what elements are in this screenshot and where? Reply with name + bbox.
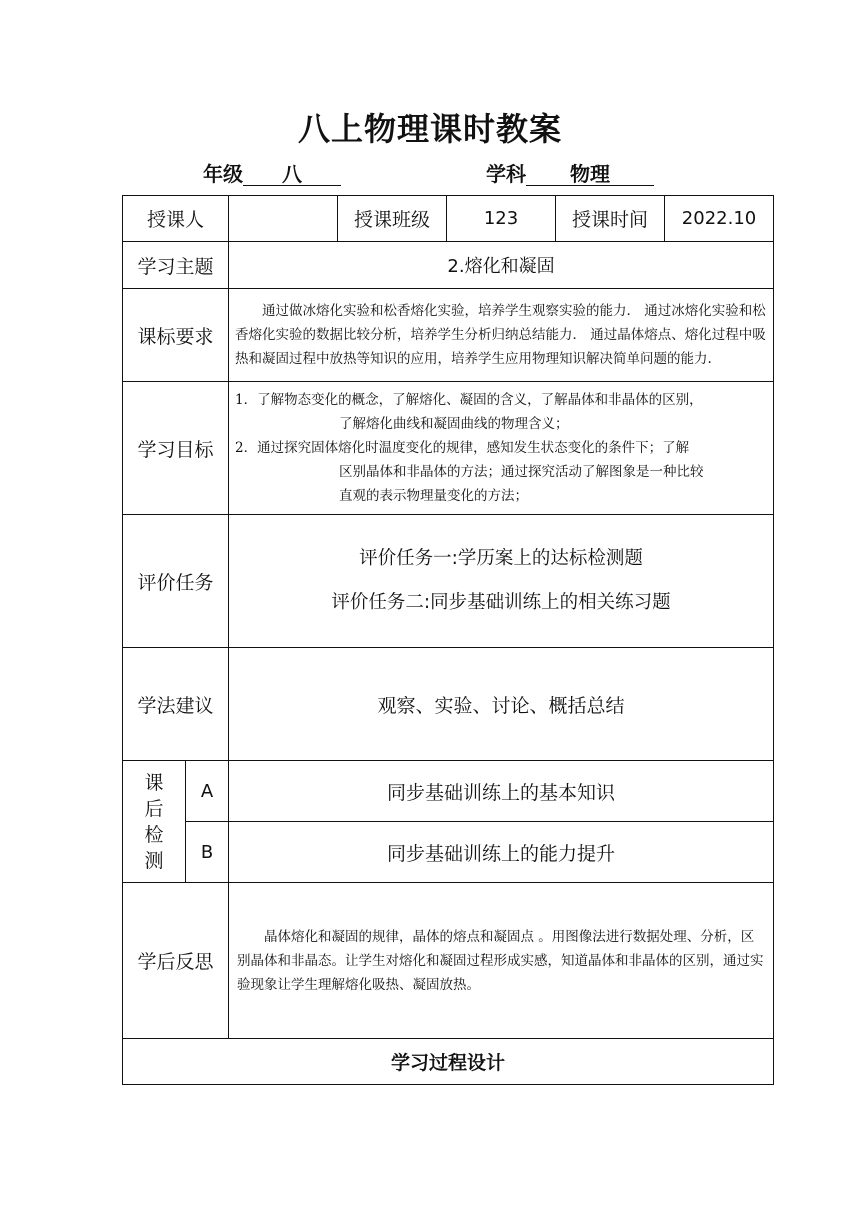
topic-row <box>123 242 774 289</box>
standards-text: 通过做冰熔化实验和松香熔化实验，培养学生观察实验的能力． 通过冰熔化实验和松香熔化实验的数据比较分析，培养学生分析归纳总结能力． 通过晶体熔点、熔化过程中吸热和凝固过程中放热等知识的应用，培养学生应用物理知识解决简单问题的能力. <box>229 289 774 382</box>
document-title: 八上物理课时教案 <box>297 110 562 148</box>
after-class-b-label: B <box>186 822 229 883</box>
objective-2-line-a: 2．通过探究固体熔化时温度变化的规律，感知发生状态变化的条件下；了解 <box>235 440 690 456</box>
evaluation-task-1: 评价任务一:学历案上的达标检测题 <box>359 548 643 569</box>
evaluation-row <box>123 515 774 648</box>
standards-row <box>123 289 774 382</box>
class-label: 授课班级 <box>338 196 447 242</box>
time-label: 授课时间 <box>556 196 665 242</box>
objective-1-line-a: 1．了解物态变化的概念，了解熔化、凝固的含义，了解晶体和非晶体的区别， <box>235 392 703 408</box>
objective-2-line-c: 直观的表示物理量变化的方法； <box>339 488 529 504</box>
method-label: 学法建议 <box>123 648 229 761</box>
after-class-b-value: 同步基础训练上的能力提升 <box>229 822 774 883</box>
after-class-label: 课 后 检 测 <box>123 761 186 883</box>
evaluation-content <box>229 515 774 648</box>
after-class-a-value: 同步基础训练上的基本知识 <box>229 761 774 822</box>
objective-2-line-b: 区别晶体和非晶体的方法；通过探究活动了解图象是一种比较 <box>339 464 704 480</box>
after-class-row-a <box>123 761 774 822</box>
reflection-text: 晶体熔化和凝固的规律，晶体的熔点和凝固点 。用图像法进行数据处理、分析，区别晶体和非晶态。让学生对熔化和凝固过程形成实感，知道晶体和非晶体的区别，通过实验现象让学生理解熔化吸热、凝固放热。 <box>229 883 774 1039</box>
topic-value: 2.熔化和凝固 <box>229 242 774 289</box>
after-class-a-label: A <box>186 761 229 822</box>
objectives-content <box>229 382 774 515</box>
reflection-row <box>123 883 774 1039</box>
class-value: 123 <box>447 196 556 242</box>
method-row <box>123 648 774 761</box>
evaluation-label: 评价任务 <box>123 515 229 648</box>
process-design-heading: 学习过程设计 <box>123 1039 774 1085</box>
grade-line <box>203 158 341 187</box>
subject-label: 学科 <box>486 162 526 186</box>
teacher-label: 授课人 <box>123 196 229 242</box>
header-row <box>123 196 774 242</box>
topic-label: 学习主题 <box>123 242 229 289</box>
grade-value: 八 <box>243 163 341 186</box>
subject-value: 物理 <box>526 163 654 186</box>
grade-label: 年级 <box>203 162 243 186</box>
reflection-label: 学后反思 <box>123 883 229 1039</box>
after-class-row-b <box>123 822 774 883</box>
subject-line <box>486 158 654 187</box>
teacher-value <box>229 196 338 242</box>
time-value: 2022.10 <box>665 196 774 242</box>
method-value: 观察、实验、讨论、概括总结 <box>229 648 774 761</box>
objectives-label: 学习目标 <box>123 382 229 515</box>
objective-1-line-b: 了解熔化曲线和凝固曲线的物理含义； <box>339 416 569 432</box>
lesson-plan-table <box>122 195 774 1085</box>
objectives-row <box>123 382 774 515</box>
process-design-row <box>123 1039 774 1085</box>
evaluation-task-2: 评价任务二:同步基础训练上的相关练习题 <box>331 592 671 613</box>
standards-label: 课标要求 <box>123 289 229 382</box>
